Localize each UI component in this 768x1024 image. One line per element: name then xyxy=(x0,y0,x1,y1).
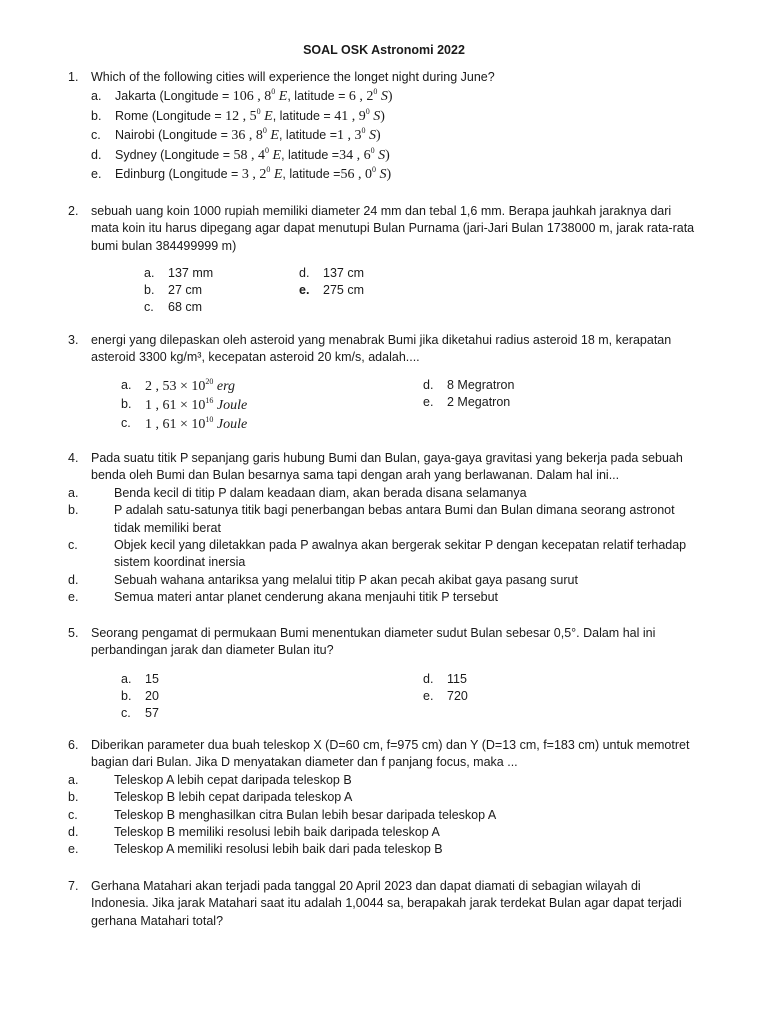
question-number: 7. xyxy=(68,879,79,893)
option-letter: a. xyxy=(91,89,102,104)
question-number: 3. xyxy=(68,333,79,347)
option-letter: a. xyxy=(68,485,79,500)
option-d xyxy=(68,572,698,589)
option-b xyxy=(91,108,698,127)
option-letter: d. xyxy=(91,147,102,162)
option-letter: b. xyxy=(121,689,132,703)
option-text: Benda kecil di titip P dalam keadaan diam, akan berada disana selamanya xyxy=(114,485,527,500)
option-a xyxy=(91,88,698,107)
option-letter: d. xyxy=(423,672,434,686)
option-letter: b. xyxy=(91,108,102,123)
option-letter: b. xyxy=(121,397,132,411)
option-text: 20 xyxy=(145,689,159,703)
question-text: Which of the following cities will experience the longet night during June? xyxy=(91,70,495,84)
option-text: Jakarta (Longitude = 106 , $8^0$ E, latitude = 6 , $2^0$ S) xyxy=(115,87,393,105)
option-text: 275 cm xyxy=(323,283,364,297)
option-c xyxy=(91,127,698,146)
option-e xyxy=(68,841,698,858)
option-letter: c. xyxy=(121,416,131,430)
question-2 xyxy=(68,203,698,255)
option-letter: a. xyxy=(144,266,155,280)
option-letter: d. xyxy=(299,266,310,280)
option-d xyxy=(91,147,698,166)
option-text: 27 cm xyxy=(168,283,203,297)
option-text: Teleskop A memiliki resolusi lebih baik dari pada teleskop B xyxy=(114,842,443,857)
question-4 xyxy=(68,450,698,607)
question-number: 5. xyxy=(68,626,79,640)
option-letter: e. xyxy=(423,395,434,409)
option-letter: d. xyxy=(68,825,79,840)
option-text: 2 , $53 \times 10^{20}$ erg xyxy=(145,377,236,394)
question-6 xyxy=(68,737,698,859)
option-letter: c. xyxy=(144,300,154,314)
question-text: Diberikan parameter dua buah teleskop X (D=60 cm, f=975 cm) dan Y (D=13 cm, f=183 cm) untuk memotret bagian dari Bulan. Jika D menyatakan diameter dan f panjang focus, maka ... xyxy=(91,738,690,770)
option-letter: e. xyxy=(68,842,79,857)
option-text: 137 mm xyxy=(168,266,214,280)
option-text: Teleskop A lebih cepat daripada teleskop B xyxy=(114,772,352,787)
question-number: 6. xyxy=(68,738,79,752)
option-text: 720 xyxy=(447,689,468,703)
option-text: Semua materi antar planet cenderung akana menjauhi titik P tersebut xyxy=(114,590,499,605)
option-text: Teleskop B lebih cepat daripada teleskop A xyxy=(114,790,353,805)
option-letter: b. xyxy=(144,283,155,297)
option-text: 68 cm xyxy=(168,300,203,314)
option-text: Rome (Longitude = 12 , $5^0$ E, latitude = 41 , $9^0$ S) xyxy=(115,106,385,124)
option-text: P adalah satu-satunya titik bagi penerbangan bebas antara Bumi dan Bulan dimana seorang astronot tidak memiliki berat xyxy=(114,503,675,535)
option-text: 2 Megatron xyxy=(447,395,511,409)
question-text: Pada suatu titik P sepanjang garis hubung Bumi dan Bulan, gaya-gaya gravitasi yang bekerja pada sebuah benda oleh Bumi dan Bulan besarnya sama tapi dengan arah yang berlawanan. Dalam hal ini... xyxy=(91,451,683,483)
question-number: 1. xyxy=(68,70,79,84)
option-letter: c. xyxy=(91,128,101,143)
option-text: 15 xyxy=(145,672,159,686)
option-text: Teleskop B memiliki resolusi lebih baik daripada teleskop A xyxy=(114,825,440,840)
option-b xyxy=(68,502,698,537)
option-letter: c. xyxy=(68,538,78,553)
question-text: sebuah uang koin 1000 rupiah memiliki diameter 24 mm dan tebal 1,6 mm. Berapa jauhkah jaraknya dari mata koin itu harus dipegang agar dapat menutupi Bulan Purnama (jari-Jari Bulan 1738000 m, jarak rata-rata bumi bulan 384499999 m) xyxy=(91,204,695,253)
page-title: SOAL OSK Astronomi 2022 xyxy=(303,43,465,57)
option-text: Sebuah wahana antariksa yang melalui titip P akan pecah akibat gaya pasang surut xyxy=(114,572,578,587)
option-text: 8 Megratron xyxy=(447,378,515,392)
option-letter: e. xyxy=(423,689,434,703)
option-letter: e. xyxy=(91,166,102,181)
option-e xyxy=(91,166,698,185)
option-letter: a. xyxy=(121,378,132,392)
option-text: 1 , $61 \times 10^{10}$ Joule xyxy=(145,415,248,432)
option-letter: a. xyxy=(121,672,132,686)
question-number: 2. xyxy=(68,204,79,218)
option-letter: e. xyxy=(68,590,79,605)
option-letter: a. xyxy=(68,772,79,787)
option-a xyxy=(68,772,698,789)
option-d xyxy=(68,824,698,841)
option-letter: b. xyxy=(68,503,79,518)
option-text: Sydney (Longitude = 58 , $4^0$ E, latitude =34 , $6^0$ S) xyxy=(115,145,390,163)
option-text: 57 xyxy=(145,706,159,720)
question-text: Seorang pengamat di permukaan Bumi menentukan diameter sudut Bulan sebesar 0,5°. Dalam hal ini perbandingan jarak dan diameter Bulan itu? xyxy=(91,626,656,658)
question-text: Gerhana Matahari akan terjadi pada tanggal 20 April 2023 dan dapat diamati di sebagian wilayah di Indonesia. Jika jarak Matahari saat itu adalah 1,0044 sa, berapakah jarak terdekat Bulan agar dapat terjadi gerhana Matahari total? xyxy=(91,879,682,928)
option-c xyxy=(68,537,698,572)
question-5 xyxy=(68,625,698,660)
question-1 xyxy=(68,69,698,185)
question-text: energi yang dilepaskan oleh asteroid yang menabrak Bumi jika diketahui radius asteroid 18 m, kerapatan asteroid 3300 kg/m³, kecepatan asteroid 20 km/s, adalah.... xyxy=(91,333,672,365)
option-text: 1 , $61 \times 10^{16}$ Joule xyxy=(145,396,248,413)
option-letter: c. xyxy=(68,807,78,822)
option-letter: d. xyxy=(423,378,434,392)
option-c xyxy=(68,807,698,824)
option-text: Edinburg (Longitude = 3 , $2^0$ E, latitude =56 , $0^0$ S) xyxy=(115,164,392,182)
option-letter: c. xyxy=(121,706,131,720)
option-text: 115 xyxy=(447,672,467,686)
question-7 xyxy=(68,878,698,930)
option-b xyxy=(68,789,698,806)
question-3 xyxy=(68,332,698,367)
option-text: Objek kecil yang diletakkan pada P awalnya akan bergerak sekitar P dengan kecepatan relatif terhadap sistem koordinat inersia xyxy=(114,538,687,570)
option-letter: d. xyxy=(68,572,79,587)
question-number: 4. xyxy=(68,451,79,465)
option-letter: e. xyxy=(299,283,310,297)
option-text: Teleskop B menghasilkan citra Bulan lebih besar daripada teleskop A xyxy=(114,807,497,822)
option-e xyxy=(68,589,698,606)
option-letter: b. xyxy=(68,790,79,805)
option-a xyxy=(68,485,698,502)
option-text: Nairobi (Longitude = 36 , $8^0$ E, latitude =1 , $3^0$ S) xyxy=(115,126,381,144)
option-text: 137 cm xyxy=(323,266,364,280)
